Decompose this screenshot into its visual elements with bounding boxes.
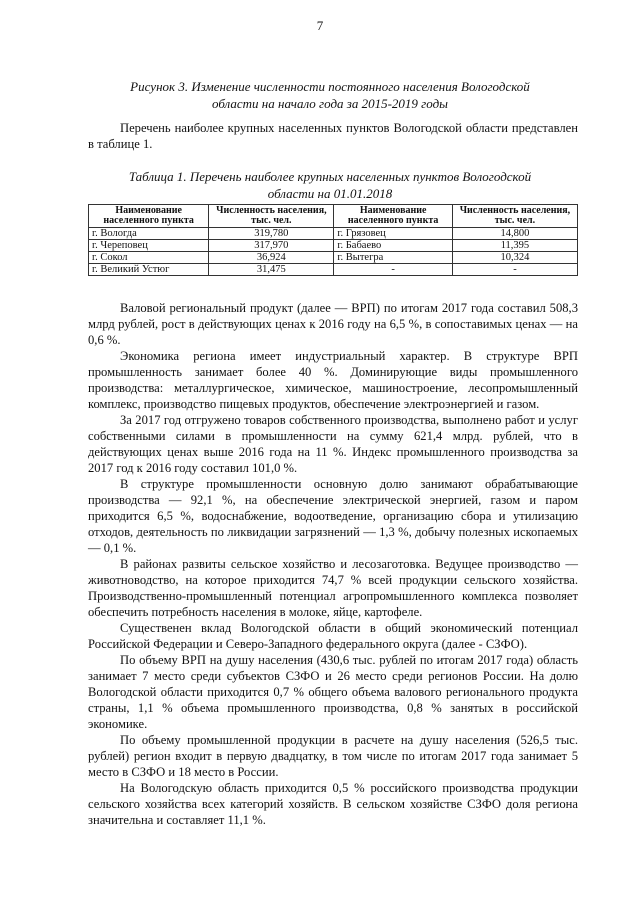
- paragraph-economy-structure: Экономика региона имеет индустриальный характер. В структуре ВРП промышленность занимает более 40 %. Доминирующие виды промышленного производства: металлургическое, химическое, машиностроение, лесопромышленный комплекс, производство пищевых продуктов, обеспечение электроэнергией и газом.: [88, 349, 578, 411]
- cell-settlement: -: [334, 264, 452, 276]
- cell-settlement: г. Бабаево: [334, 240, 452, 252]
- cell-population: 36,924: [209, 252, 334, 264]
- table-caption: [90, 168, 570, 202]
- paragraph-industry-structure: В структуре промышленности основную долю занимают обрабатывающие производства — 92,1 %, на обеспечение электрической энергией, газом и паром приходится 6,5 %, водоснабжение, водоотведение, организацию сбора и утилизацию отходов, деятельность по ликвидации загрязнений — 1,3 %, добычу полезных ископаемых — 0,1 %.: [88, 477, 578, 555]
- cell-settlement: г. Сокол: [89, 252, 209, 264]
- cell-population: 11,395: [452, 240, 577, 252]
- table-row: [89, 240, 578, 252]
- paragraph-shipped-goods: За 2017 год отгружено товаров собственного производства, выполнено работ и услуг собственными силами в промышленности на сумму 621,4 млрд. рублей, что в действующих ценах выше 2016 года на 11 %. Индекс промышленного производства за 2017 год к 2016 году составил 101,0 %.: [88, 413, 578, 475]
- figure-caption-line-2: области на начало года за 2015-2019 годы: [212, 96, 448, 111]
- header-settlement-name-1: Наименование населенного пункта: [89, 205, 209, 228]
- cell-settlement: г. Вытегра: [334, 252, 452, 264]
- table-row: [89, 252, 578, 264]
- header-population-1: Численность населения, тыс. чел.: [209, 205, 334, 228]
- paragraph-grp: Валовой региональный продукт (далее — ВРП) по итогам 2017 года составил 508,3 млрд рублей, рост в действующих ценах к 2016 году на 6,5 %, в сопоставимых ценах — на 0,6 %.: [88, 301, 578, 347]
- cell-settlement: г. Великий Устюг: [89, 264, 209, 276]
- cell-settlement: г. Грязовец: [334, 228, 452, 240]
- header-population-2: Численность населения, тыс. чел.: [452, 205, 577, 228]
- table-row: [89, 264, 578, 276]
- cell-population: 10,324: [452, 252, 577, 264]
- page-number: 7: [316, 18, 324, 33]
- table-caption-line-1: Таблица 1. Перечень наиболее крупных населенных пунктов Вологодской: [128, 169, 532, 184]
- cell-population: 31,475: [209, 264, 334, 276]
- cell-population: 317,970: [209, 240, 334, 252]
- cell-population: 319,780: [209, 228, 334, 240]
- intro-paragraph-block: [88, 120, 578, 152]
- table-header-row: [89, 205, 578, 228]
- paragraph-grp-per-capita: По объему ВРП на душу населения (430,6 тыс. рублей по итогам 2017 года) область занимает 7 место среди субъектов СЗФО и 26 место среди регионов России. На долю Вологодской области приходится 0,7 % общего объема валового регионального продукта страны, 1,1 % объема промышленного производства, 0,8 % занятых в российской экономике.: [88, 653, 578, 731]
- paragraph-industrial-per-capita: По объему промышленной продукции в расчете на душу населения (526,5 тыс. рублей) регион входит в первую двадцатку, в том числе по итогам 2017 года занимает 5 место в СЗФО и 18 место в России.: [88, 733, 578, 779]
- table-caption-line-2: области на 01.01.2018: [267, 186, 393, 201]
- paragraph-agriculture: В районах развиты сельское хозяйство и лесозаготовка. Ведущее производство — животноводство, на которое приходится 74,7 % всей продукции сельского хозяйства. Производственно-промышленный потенциал агропромышленного комплекса позволяет обеспечить потребность населения в молоке, яйце, картофеле.: [88, 557, 578, 619]
- cell-population: -: [452, 264, 577, 276]
- header-settlement-name-2: Наименование населенного пункта: [334, 205, 452, 228]
- cell-settlement: г. Вологда: [89, 228, 209, 240]
- paragraph-agri-share: На Вологодскую область приходится 0,5 % российского производства продукции сельского хозяйства всех категорий хозяйств. В сельском хозяйстве СЗФО доля региона значительна и составляет 11,1 %.: [88, 781, 578, 827]
- settlements-table: [88, 204, 578, 276]
- cell-population: 14,800: [452, 228, 577, 240]
- intro-paragraph: Перечень наиболее крупных населенных пунктов Вологодской области представлен в таблице 1.: [88, 121, 578, 151]
- paragraph-contribution: Существенен вклад Вологодской области в общий экономический потенциал Российской Федерации и Северо-Западного федерального округа (далее - СЗФО).: [88, 621, 578, 651]
- figure-caption-line-1: Рисунок 3. Изменение численности постоянного населения Вологодской: [130, 79, 530, 94]
- body-text: [88, 300, 578, 828]
- table-row: [89, 228, 578, 240]
- figure-caption: [90, 78, 570, 112]
- cell-settlement: г. Череповец: [89, 240, 209, 252]
